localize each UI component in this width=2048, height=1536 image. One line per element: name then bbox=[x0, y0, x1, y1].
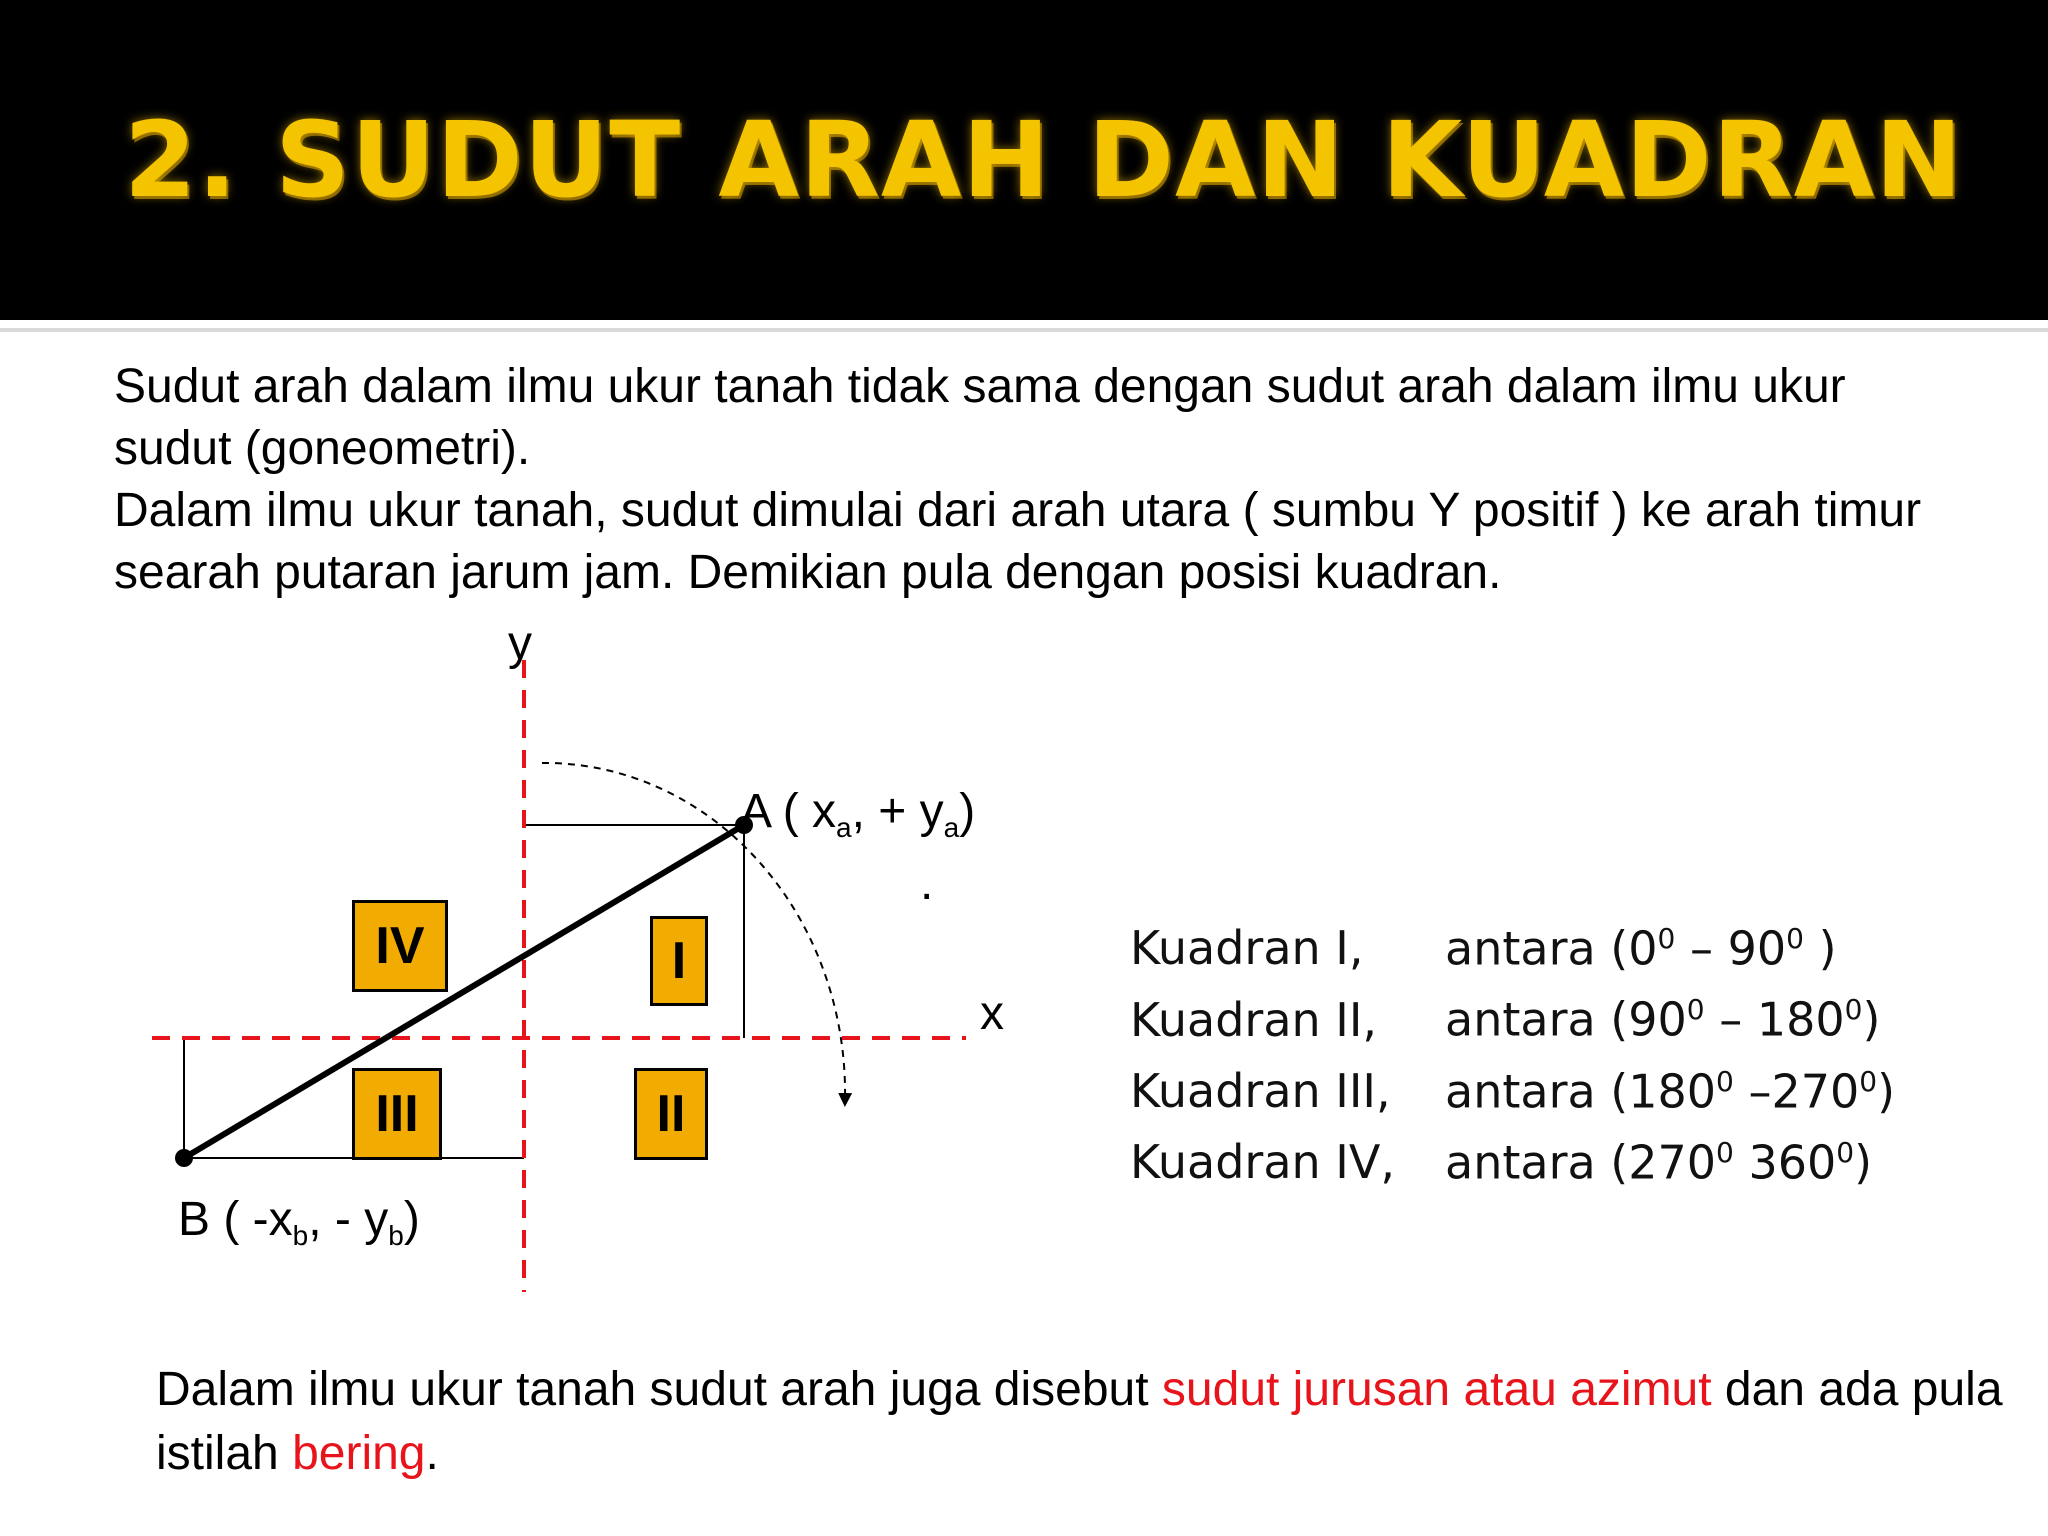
quadrant-range-text: ) bbox=[1854, 1135, 1873, 1190]
intro-paragraph-1: Sudut arah dalam ilmu ukur tanah tidak sama dengan sudut arah dalam ilmu ukur sudut (goneometri). bbox=[114, 360, 1846, 475]
quadrant-range-item bbox=[1130, 908, 1895, 979]
quadrant-range-text: – 90 bbox=[1675, 921, 1787, 976]
degree-mark: 0 bbox=[1686, 993, 1705, 1027]
slide-title: 2. SUDUT ARAH DAN KUADRAN bbox=[124, 99, 1964, 221]
degree-mark: 0 bbox=[1859, 1064, 1878, 1098]
y-axis-label: y bbox=[508, 617, 532, 670]
quadrant-range-text: antara (180 bbox=[1445, 1063, 1717, 1118]
degree-mark: 0 bbox=[1716, 1064, 1734, 1098]
point-a-label-part: , + y bbox=[851, 785, 944, 838]
point-a-label-part: A ( x bbox=[740, 785, 837, 838]
closing-text bbox=[156, 1358, 2016, 1486]
quadrant-box-i: I bbox=[650, 916, 708, 1006]
quadrant-range-text: ) bbox=[1877, 1063, 1896, 1118]
closing-text-part: Dalam ilmu ukur tanah sudut arah juga disebut bbox=[156, 1363, 1162, 1416]
dot-mark: . bbox=[920, 857, 934, 910]
quadrant-range-text: 360 bbox=[1733, 1135, 1837, 1190]
quadrant-range-list bbox=[1130, 908, 1895, 1193]
quadrant-range-item bbox=[1130, 1122, 1895, 1193]
bearing-term: bering bbox=[292, 1427, 426, 1480]
quadrant-box-iii: III bbox=[352, 1068, 442, 1160]
quadrant-range-item bbox=[1130, 1051, 1895, 1122]
quadrant-range-text: antara (270 bbox=[1445, 1135, 1717, 1190]
quadrant-name: Kuadran II, bbox=[1130, 992, 1378, 1047]
closing-text-part: dan ada pula istilah bbox=[156, 1363, 2003, 1480]
quadrant-box-ii: II bbox=[634, 1068, 708, 1160]
point-a-subscript: a bbox=[836, 812, 852, 843]
point-b-subscript: b bbox=[292, 1220, 309, 1251]
quadrant-range-text: –270 bbox=[1733, 1063, 1860, 1118]
point-b-label-part: , - y bbox=[308, 1193, 389, 1246]
quadrant-range-text: – 180 bbox=[1704, 992, 1845, 1047]
degree-mark: 0 bbox=[1836, 1135, 1855, 1169]
quadrant-range-text: antara (0 bbox=[1445, 921, 1658, 976]
point-a-subscript: a bbox=[943, 812, 960, 843]
point-b-label-part: ) bbox=[403, 1193, 420, 1246]
closing-text-part: . bbox=[425, 1427, 439, 1480]
quadrant-range-text: ) bbox=[1803, 921, 1837, 976]
quadrant-range-text: antara (90 bbox=[1445, 992, 1687, 1047]
x-axis-label: x bbox=[980, 987, 1004, 1040]
degree-mark: 0 bbox=[1716, 1135, 1734, 1169]
point-b-label-part: B ( -x bbox=[178, 1193, 293, 1246]
degree-mark: 0 bbox=[1657, 922, 1676, 955]
quadrant-name: Kuadran I, bbox=[1130, 921, 1364, 976]
point-b-subscript: b bbox=[388, 1220, 404, 1251]
point-a-label bbox=[740, 785, 976, 843]
degree-mark: 0 bbox=[1786, 922, 1804, 955]
quadrant-name: Kuadran III, bbox=[1130, 1063, 1391, 1118]
point-b-marker bbox=[175, 1149, 193, 1167]
azimuth-term: sudut jurusan atau azimut bbox=[1161, 1363, 1712, 1416]
quadrant-name: Kuadran IV, bbox=[1130, 1135, 1395, 1190]
quadrant-box-iv: IV bbox=[352, 900, 448, 992]
point-a-label-part: ) bbox=[959, 785, 976, 838]
quadrant-range-item bbox=[1130, 979, 1895, 1050]
quadrant-range-text: ) bbox=[1862, 992, 1881, 1047]
degree-mark: 0 bbox=[1844, 993, 1863, 1027]
point-b-label bbox=[178, 1193, 420, 1251]
intro-paragraph-2: Dalam ilmu ukur tanah, sudut dimulai dari arah utara ( sumbu Y positif ) ke arah timur searah putaran jarum jam. Demikian pula dengan posisi kuadran. bbox=[114, 484, 1922, 599]
